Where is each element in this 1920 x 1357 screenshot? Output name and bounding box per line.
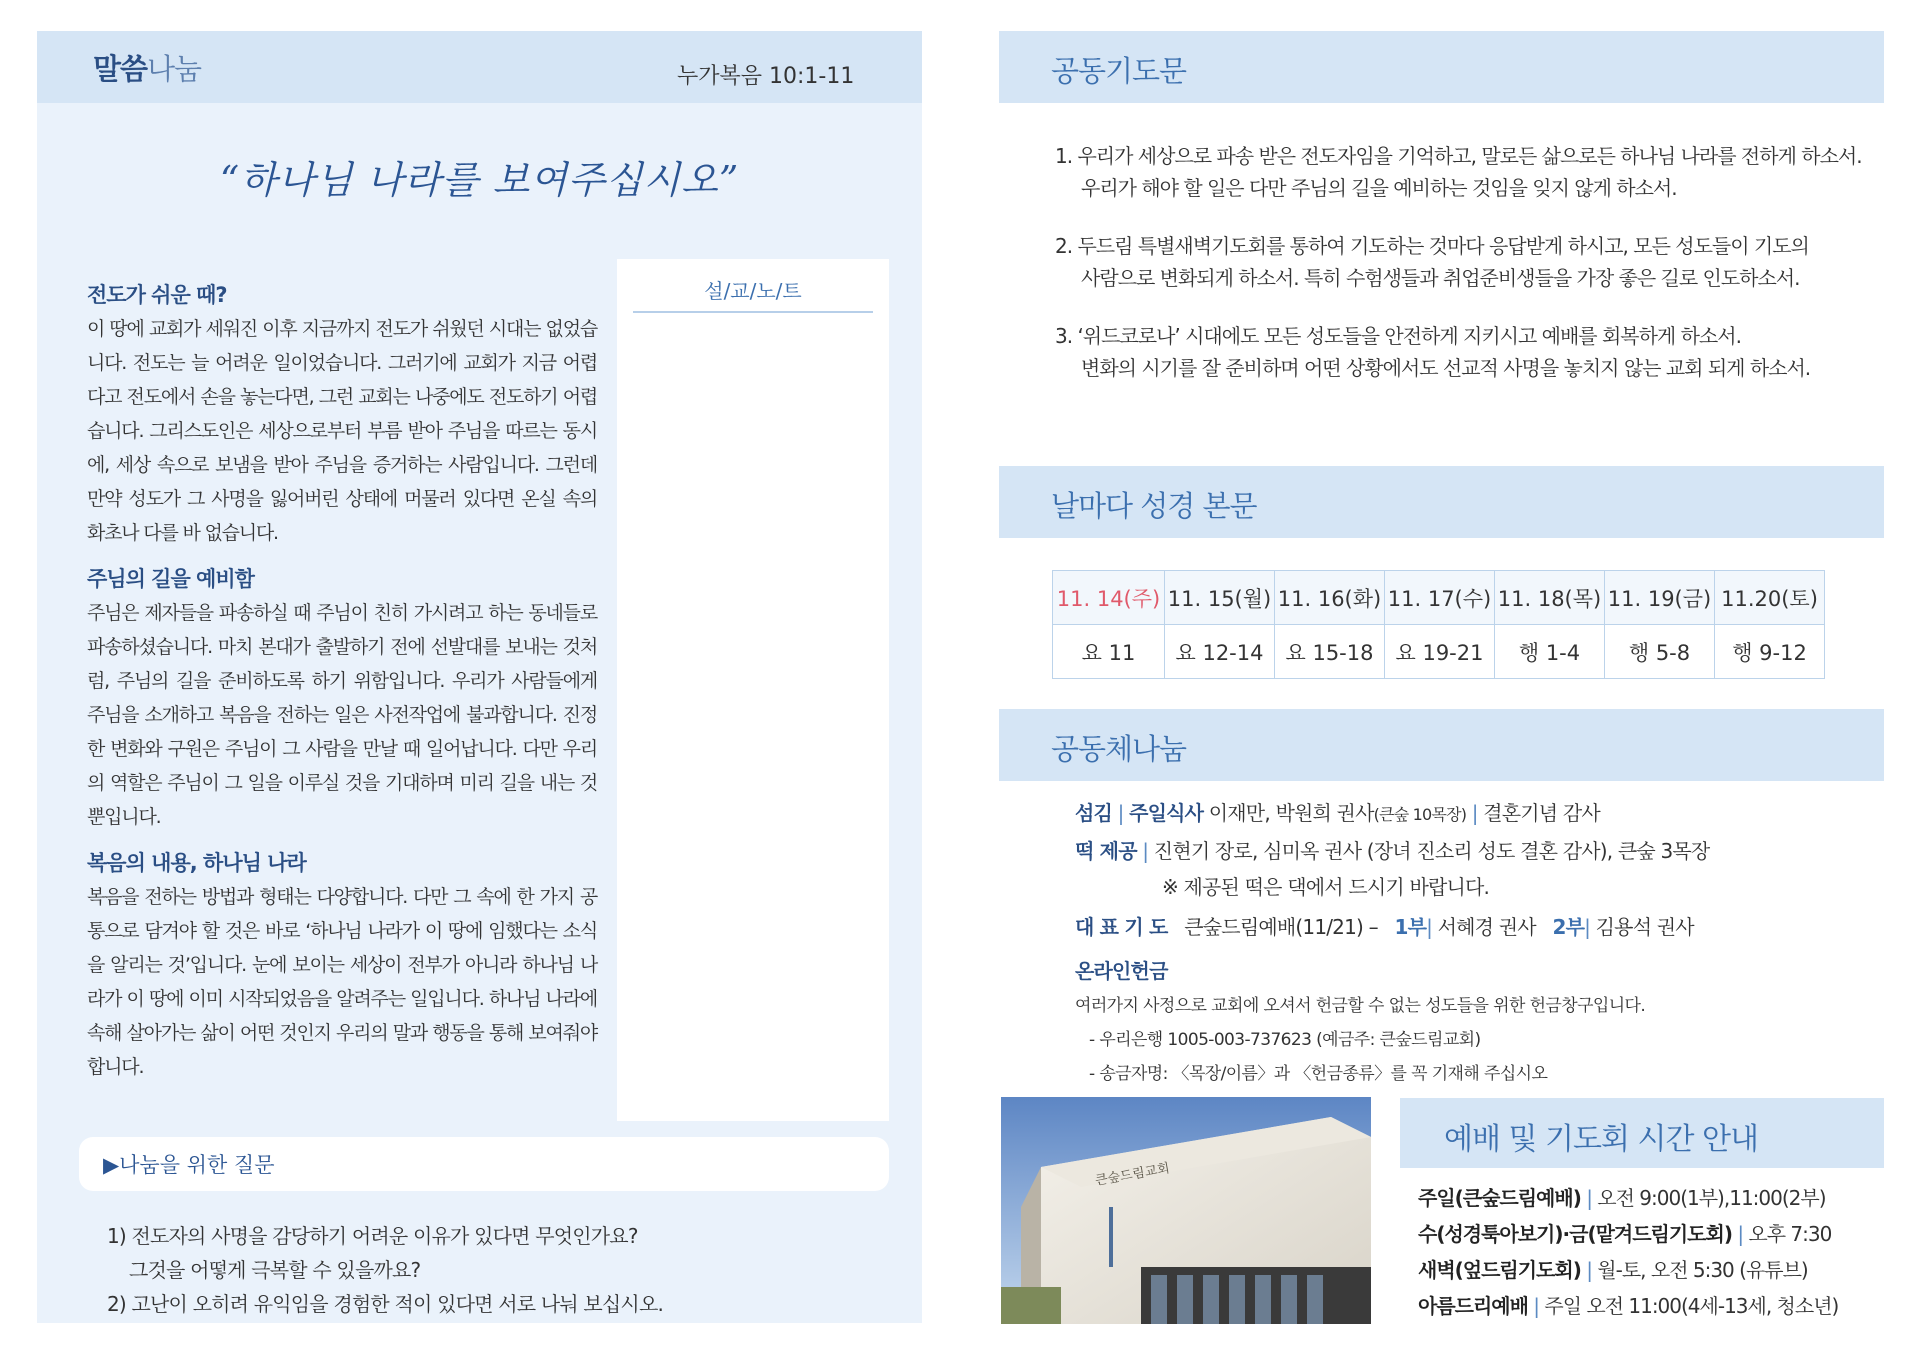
notes-label: 설/교/노/트 xyxy=(704,279,802,303)
date-row xyxy=(1053,571,1825,625)
prayer-list xyxy=(1055,140,1875,410)
bible-reading-table xyxy=(1052,570,1825,679)
sermon-title: “하나님 나라를 보여주십시오” xyxy=(219,158,740,202)
online-offering-desc: 여러가지 사정으로 교회에 오셔서 헌금할 수 없는 성도들을 위한 헌금창구입니다. xyxy=(1075,996,1646,1016)
sermon-panel xyxy=(37,31,922,1323)
reading-row xyxy=(1053,625,1825,679)
reading-cell: 요 12-14 xyxy=(1165,625,1275,679)
prayer-header xyxy=(999,31,1884,103)
service-time-row: 새벽(엎드림기도회) | 월-토, 오전 5:30 (유튜브) xyxy=(1418,1258,1808,1282)
date-cell: 11. 15(월) xyxy=(1165,571,1275,625)
reading-cell: 행 9-12 xyxy=(1715,625,1825,679)
section-text: 복음을 전하는 방법과 형태는 다양합니다. 다만 그 속에 한 가지 공통으로 담겨야 할 것은 바로 ‘하나님 나라가 이 땅에 임했다는 소식을 알리는 것’입니다. 눈에 보이는 세상이 전부가 아니라 하나님 나라가 이 땅에 이미 시작되었음을 알려주는 일입니다. 하나님 나라에 속해 살아가는 삶이 어떤 것인지 우리의 말과 행동을 통해 보여줘야 합니다. xyxy=(87,886,597,1078)
prayer-item: 3. ‘위드코로나’ 시대에도 모든 성도들을 안전하게 지키시고 예배를 회복하게 하소서. 변화의 시기를 잘 준비하며 어떤 상황에서도 선교적 사명을 놓치지 않는 교회 되게 하소서. xyxy=(1055,324,1811,380)
church-building-illustration xyxy=(1001,1097,1371,1324)
section-heading: 주님의 길을 예비함 xyxy=(87,567,254,591)
question-item: 그것을 어떻게 극복할 수 있을까요? xyxy=(129,1258,421,1282)
date-cell: 11. 16(화) xyxy=(1275,571,1385,625)
service-times-header xyxy=(1400,1098,1884,1168)
reading-cell: 행 5-8 xyxy=(1605,625,1715,679)
reading-cell: 요 15-18 xyxy=(1275,625,1385,679)
section-text: 주님은 제자들을 파송하실 때 주님이 친히 가시려고 하는 동네들로 파송하셨습니다. 마치 본대가 출발하기 전에 선발대를 보내는 것처럼, 주님의 길을 준비하도록 하기 위함입니다. 우리가 사람들에게 주님을 소개하고 복음을 전하는 일은 사전작업에 불과합니다. 진정한 변화와 구원은 주님이 그 사람을 만날 때 일어납니다. 다만 우리의 역할은 주님이 그 일을 이루실 것을 기대하며 미리 길을 내는 것뿐입니다. xyxy=(87,602,597,828)
section-heading: 복음의 내용, 하나님 나라 xyxy=(87,851,306,875)
rice-cake-note: ※ 제공된 떡은 댁에서 드시기 바랍니다. xyxy=(1162,875,1490,899)
sermon-panel-title: 말씀나눔 xyxy=(93,52,202,86)
scripture-reference: 누가복음 10:1-11 xyxy=(677,64,855,89)
community-info xyxy=(1075,795,1885,1091)
church-sign-text: 큰숲드림교회 xyxy=(1094,1161,1171,1189)
question-label: ▶나눔을 위한 질문 xyxy=(103,1153,275,1177)
service-times-list xyxy=(1418,1180,1888,1324)
sermon-header xyxy=(37,31,922,103)
representative-prayer-row: 대 표 기 도 큰숲드림예배(11/21) – 1부| 서혜경 권사 2부| 김용석 권사 xyxy=(1075,915,1694,939)
sermon-body xyxy=(87,278,597,1096)
remitter-note: - 송금자명: 〈목장/이름〉과 〈헌금종류〉를 꼭 기재해 주십시오 xyxy=(1089,1064,1548,1084)
date-cell: 11. 14(주) xyxy=(1053,571,1165,625)
rice-cake-row: 떡 제공 | 진현기 장로, 심미옥 권사 (장녀 진소리 성도 결혼 감사), 큰숲 3목장 xyxy=(1075,839,1710,863)
date-cell: 11.20(토) xyxy=(1715,571,1825,625)
daily-bible-header xyxy=(999,466,1884,538)
community-title: 공동체나눔 xyxy=(1051,732,1187,766)
online-offering-label: 온라인헌금 xyxy=(1075,959,1168,983)
service-time-row: 수(성경툭아보기)·금(맡겨드림기도회) | 오후 7:30 xyxy=(1418,1222,1832,1246)
community-header xyxy=(999,709,1884,781)
service-time-row: 주일(큰숲드림예배) | 오전 9:00(1부),11:00(2부) xyxy=(1418,1186,1826,1210)
reading-cell: 요 19-21 xyxy=(1385,625,1495,679)
prayer-item: 1. 우리가 세상으로 파송 받은 전도자임을 기억하고, 말로든 삶으로든 하나님 나라를 전하게 하소서. 우리가 해야 할 일은 다만 주님의 길을 예비하는 것임을 잊지 않게 하소서. xyxy=(1055,144,1862,200)
service-time-row: 아름드리예배 | 주일 오전 11:00(4세-13세, 청소년) xyxy=(1418,1294,1839,1318)
date-cell: 11. 18(목) xyxy=(1495,571,1605,625)
prayer-item: 2. 두드림 특별새벽기도회를 통하여 기도하는 것마다 응답받게 하시고, 모든 성도들이 기도의 사람으로 변화되게 하소서. 특히 수험생들과 취업준비생들을 가장 좋은 길로 인도하소서. xyxy=(1055,234,1809,290)
question-item: 1) 전도자의 사명을 감당하기 어려운 이유가 있다면 무엇인가요? xyxy=(107,1224,638,1248)
question-item: 2) 고난이 오히려 유익임을 경험한 적이 있다면 서로 나눠 보십시오. xyxy=(107,1292,664,1316)
question-list xyxy=(107,1219,887,1321)
reading-cell: 행 1-4 xyxy=(1495,625,1605,679)
service-times-title: 예배 및 기도회 시간 안내 xyxy=(1444,1122,1758,1157)
reading-cell: 요 11 xyxy=(1053,625,1165,679)
church-building-photo xyxy=(1001,1097,1371,1324)
discussion-question-header xyxy=(79,1137,889,1191)
sermon-notes-box[interactable] xyxy=(617,259,889,1121)
section-heading: 전도가 쉬운 때? xyxy=(87,283,227,307)
prayer-title: 공동기도문 xyxy=(1051,54,1187,88)
daily-bible-title: 날마다 성경 본문 xyxy=(1051,489,1257,523)
bank-account: - 우리은행 1005-003-737623 (예금주: 큰숲드림교회) xyxy=(1089,1030,1481,1050)
notes-divider xyxy=(633,311,873,313)
date-cell: 11. 19(금) xyxy=(1605,571,1715,625)
serve-row: 섬김 | 주일식사 이재만, 박원희 권사(큰숲 10목장) | 결혼기념 감사 xyxy=(1075,801,1600,825)
section-text: 이 땅에 교회가 세워진 이후 지금까지 전도가 쉬웠던 시대는 없었습니다. 전도는 늘 어려운 일이었습니다. 그러기에 교회가 지금 어렵다고 전도에서 손을 놓는다면, 그런 교회는 나중에도 전도하기 어렵습니다. 그리스도인은 세상으로부터 부름 받아 주님을 따르는 동시에, 세상 속으로 보냄을 받아 주님을 증거하는 사람입니다. 그런데 만약 성도가 그 사명을 잃어버린 상태에 머물러 있다면 온실 속의 화초나 다를 바 없습니다. xyxy=(87,318,597,544)
date-cell: 11. 17(수) xyxy=(1385,571,1495,625)
